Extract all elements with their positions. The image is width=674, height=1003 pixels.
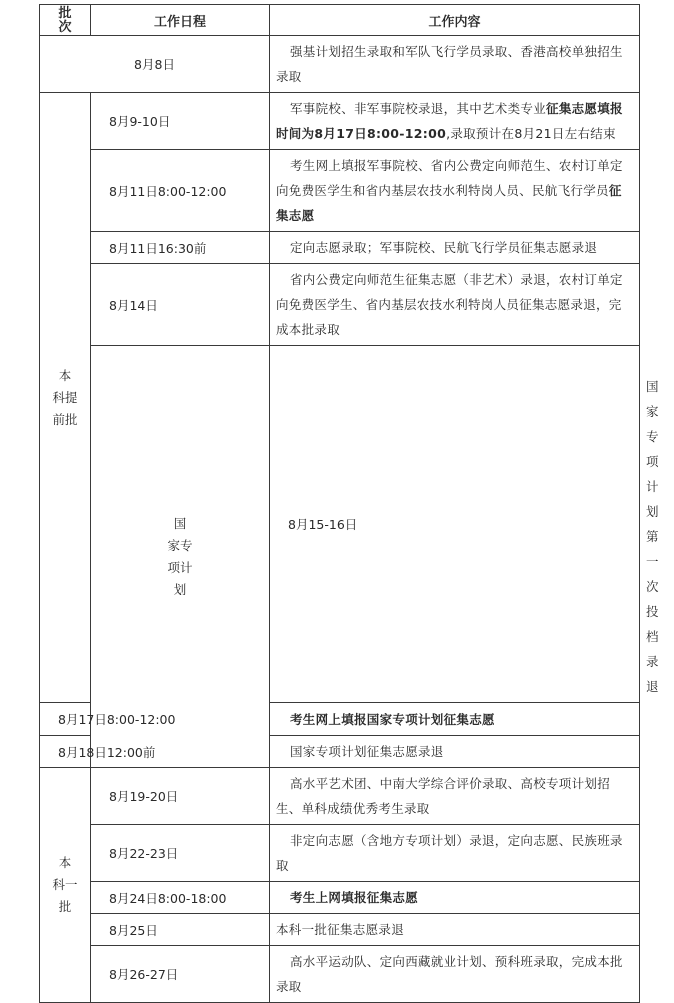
content-cell: 考生网上填报军事院校、省内公费定向师范生、农村订单定向免费医学生和省内基层农技水利特岗人员、民航飞行学员征集志愿 (270, 150, 640, 232)
date-cell: 8月11日16:30前 (91, 232, 270, 264)
table-row (40, 232, 640, 264)
content-cell: 国家专项计划征集志愿录退 (270, 736, 640, 768)
batch-label-guojia: 国 家专 项计 划 (91, 346, 270, 768)
content-cell: 强基计划招生录取和军队飞行学员录取、香港高校单独招生录取 (270, 36, 640, 93)
date-cell: 8月9-10日 (91, 93, 270, 150)
table-row: 国 家专 项计 划 8月15-16日 国家专项计划第一次投档录退 (40, 346, 640, 703)
batch-label-yipi: 本 科一 批 (40, 768, 91, 1003)
table-row (40, 768, 640, 825)
table-row (40, 264, 640, 346)
content-cell: 军事院校、非军事院校录退，其中艺术类专业征集志愿填报时间为8月17日8:00-12:00,录取预计在8月21日左右结束 (270, 93, 640, 150)
date-cell: 8月15-16日 (270, 346, 640, 703)
header-schedule: 工作日程 (91, 5, 270, 36)
table-row (40, 882, 640, 914)
table-row (40, 36, 640, 93)
date-cell: 8月18日12:00前 (40, 736, 91, 768)
table-row (40, 914, 640, 946)
content-cell: 非定向志愿（含地方专项计划）录退，定向志愿、民族班录取 (270, 825, 640, 882)
table-row (40, 946, 640, 1003)
content-cell: 考生上网填报征集志愿 (270, 882, 640, 914)
content-cell: 本科一批征集志愿录退 (270, 914, 640, 946)
content-cell: 考生网上填报国家专项计划征集志愿 (270, 703, 640, 736)
content-cell: 定向志愿录取；军事院校、民航飞行学员征集志愿录退 (270, 232, 640, 264)
content-cell: 高水平运动队、定向西藏就业计划、预科班录取，完成本批录取 (270, 946, 640, 1003)
date-cell: 8月11日8:00-12:00 (91, 150, 270, 232)
header-batch: 批 次 (40, 5, 91, 36)
batch-label-tiqian: 本 科提 前批 (40, 93, 91, 703)
header-row (40, 5, 640, 36)
date-cell: 8月24日8:00-18:00 (91, 882, 270, 914)
date-cell: 8月25日 (91, 914, 270, 946)
date-cell: 8月14日 (91, 264, 270, 346)
admission-schedule-table (39, 4, 659, 1003)
date-cell: 8月8日 (40, 36, 270, 93)
header-content: 工作内容 (270, 5, 640, 36)
table-row (40, 93, 640, 150)
content-cell: 省内公费定向师范生征集志愿（非艺术）录退，农村订单定向免费医学生、省内基层农技水利特岗人员征集志愿录退，完成本批录取 (270, 264, 640, 346)
table-row (40, 825, 640, 882)
date-cell: 8月26-27日 (91, 946, 270, 1003)
content-cell: 高水平艺术团、中南大学综合评价录取、高校专项计划招生、单科成绩优秀考生录取 (270, 768, 640, 825)
date-cell: 8月19-20日 (91, 768, 270, 825)
date-cell: 8月22-23日 (91, 825, 270, 882)
table-row (40, 150, 640, 232)
date-cell: 8月17日8:00-12:00 (40, 703, 91, 736)
